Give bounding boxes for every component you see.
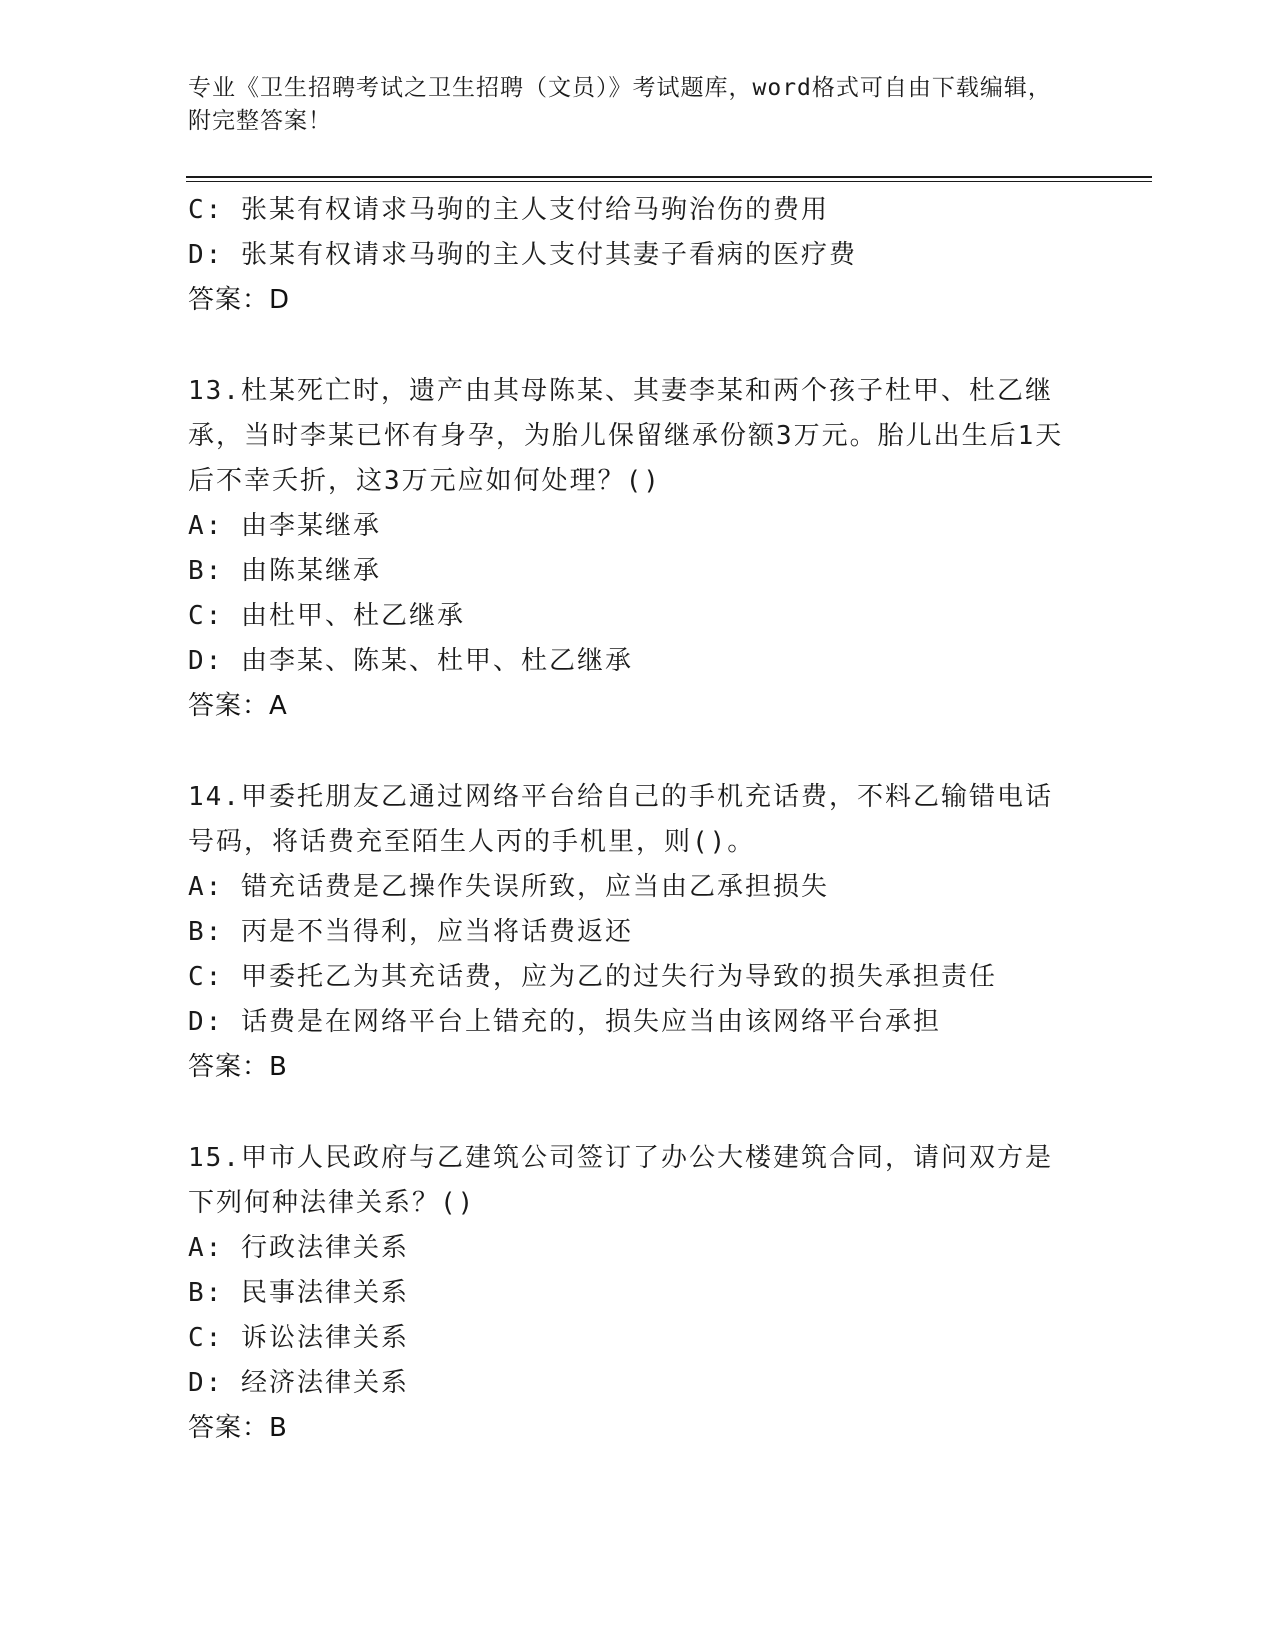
answer: 答案：B [188, 1052, 288, 1082]
header-rule-thick [186, 176, 1152, 178]
option-d: D: 张某有权请求马驹的主人支付其妻子看病的医疗费 [188, 240, 857, 270]
document-body [188, 188, 1088, 1451]
option-a: A: 行政法律关系 [188, 1233, 409, 1263]
answer: 答案：D [188, 285, 291, 315]
carryover-block [188, 188, 1088, 323]
option-a: A: 由李某继承 [188, 511, 381, 541]
page-header: 专业《卫生招聘考试之卫生招聘（文员）》考试题库，word格式可自由下载编辑，附完整答案！ [188, 75, 1052, 134]
question-15 [188, 1136, 1088, 1451]
option-c: C: 甲委托乙为其充话费，应为乙的过失行为导致的损失承担责任 [188, 962, 997, 992]
option-d: D: 经济法律关系 [188, 1368, 409, 1398]
question-stem: 14.甲委托朋友乙通过网络平台给自己的手机充话费，不料乙输错电话号码，将话费充至陌生人丙的手机里，则()。 [188, 782, 1053, 857]
option-c: C: 张某有权请求马驹的主人支付给马驹治伤的费用 [188, 195, 829, 225]
answer: 答案：B [188, 1413, 288, 1443]
option-c: C: 由杜甲、杜乙继承 [188, 601, 465, 631]
question-stem: 15.甲市人民政府与乙建筑公司签订了办公大楼建筑合同，请问双方是下列何种法律关系？() [188, 1143, 1053, 1218]
answer: 答案：A [188, 691, 288, 721]
option-a: A: 错充话费是乙操作失误所致，应当由乙承担损失 [188, 872, 829, 902]
option-c: C: 诉讼法律关系 [188, 1323, 409, 1353]
question-stem: 13.杜某死亡时，遗产由其母陈某、其妻李某和两个孩子杜甲、杜乙继承，当时李某已怀有身孕，为胎儿保留继承份额3万元。胎儿出生后1天后不幸夭折，这3万元应如何处理？() [188, 376, 1064, 496]
question-13 [188, 369, 1088, 729]
option-b: B: 丙是不当得利，应当将话费返还 [188, 917, 633, 947]
option-d: D: 由李某、陈某、杜甲、杜乙继承 [188, 646, 633, 676]
option-b: B: 由陈某继承 [188, 556, 381, 586]
option-d: D: 话费是在网络平台上错充的，损失应当由该网络平台承担 [188, 1007, 941, 1037]
question-14 [188, 775, 1088, 1090]
option-b: B: 民事法律关系 [188, 1278, 409, 1308]
header-rule-thin [186, 181, 1152, 182]
